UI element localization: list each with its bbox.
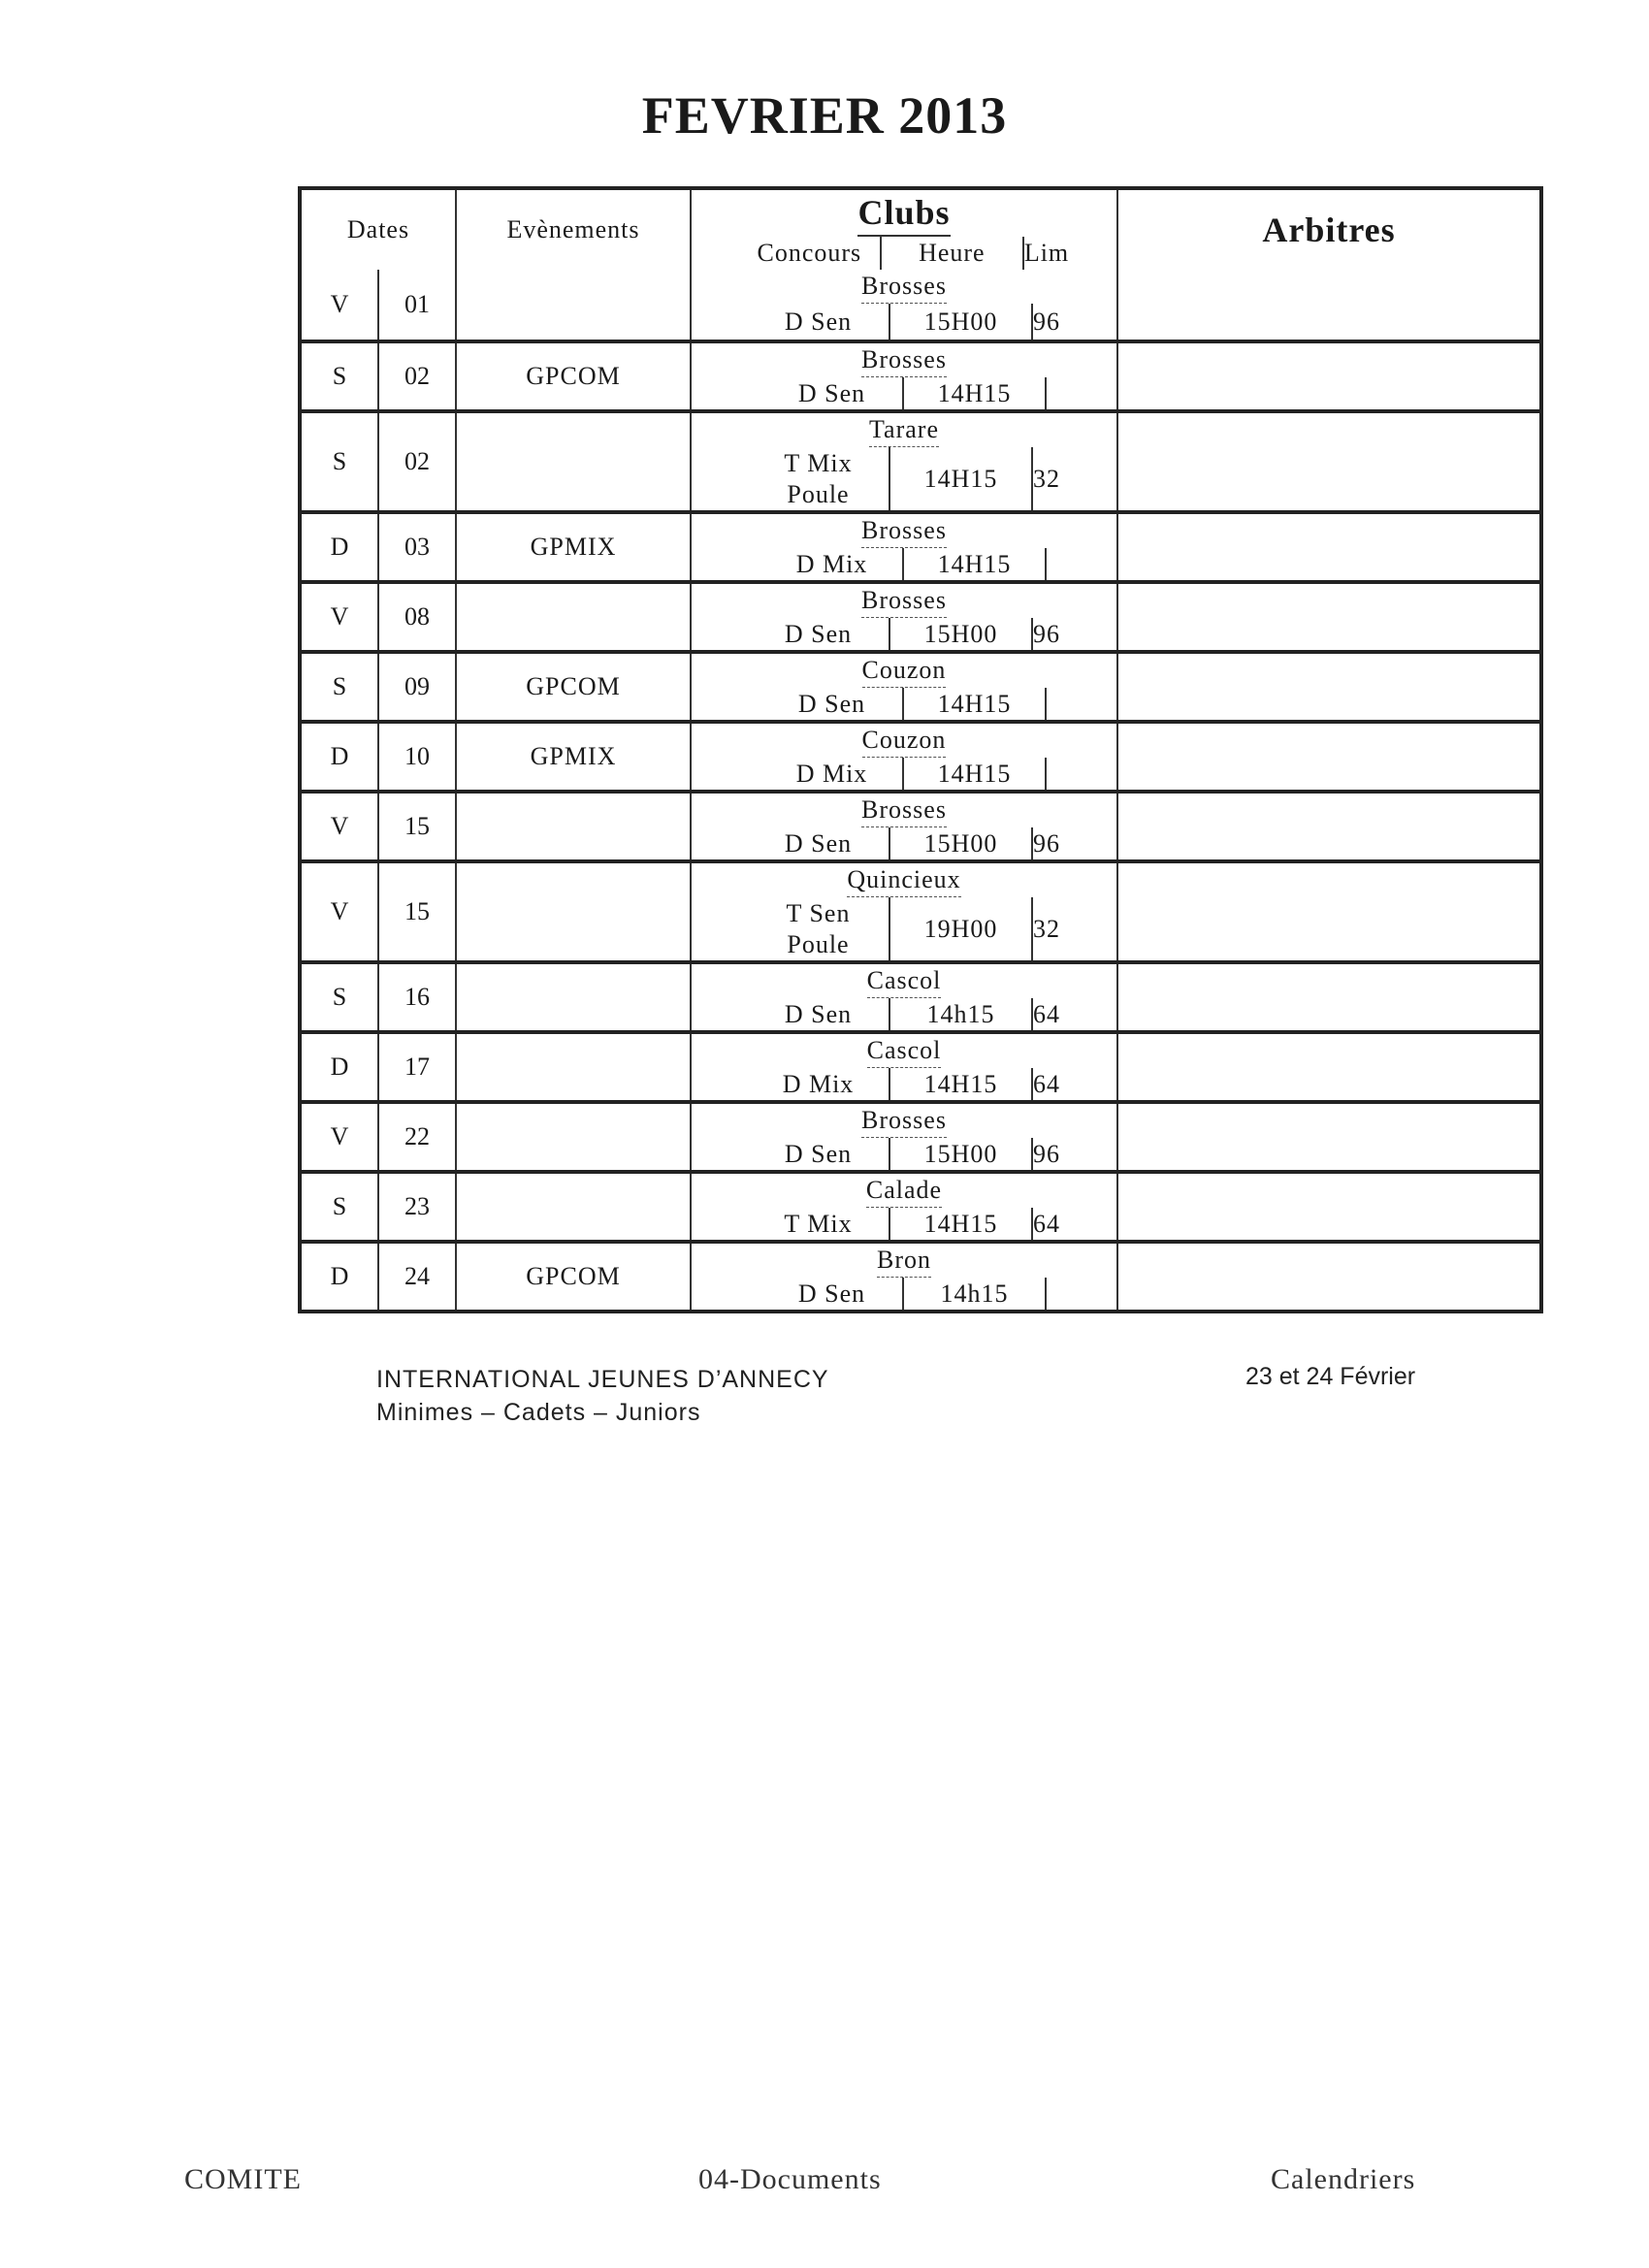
club-name: Brosses [861, 1104, 947, 1138]
note-dates: 23 et 24 Février [1245, 1363, 1416, 1390]
date-number-cell: 17 [379, 1034, 457, 1100]
date-number-cell: 24 [379, 1244, 457, 1310]
club-name: Brosses [861, 794, 947, 827]
event-cell [457, 413, 692, 510]
day-cell: S [302, 964, 379, 1030]
club-cell [692, 1174, 1118, 1240]
date-number-cell: 02 [379, 343, 457, 409]
event-cell: GPMIX [457, 724, 692, 790]
lim-cell: 96 [1033, 1139, 1060, 1168]
table-row [302, 580, 1539, 650]
heure-cell: 14H15 [904, 548, 1047, 580]
club-name: Brosses [861, 584, 947, 618]
day-cell: D [302, 724, 379, 790]
lim-cell: 64 [1033, 1209, 1060, 1238]
day-cell: D [302, 514, 379, 580]
table-row [302, 270, 1539, 340]
header-dates: Dates [302, 190, 457, 270]
schedule-table [298, 186, 1543, 1313]
club-name: Couzon [862, 654, 947, 688]
event-cell: GPCOM [457, 654, 692, 720]
arbitres-cell [1118, 514, 1539, 580]
header-clubs [692, 190, 1118, 270]
heure-cell: 14H15 [890, 1068, 1033, 1100]
table-row [302, 650, 1539, 720]
concours-cell: D Sen [748, 1138, 890, 1170]
concours-cell: D Sen [748, 618, 890, 650]
club-cell [692, 654, 1118, 720]
date-number-cell: 16 [379, 964, 457, 1030]
club-cell [692, 584, 1118, 650]
club-name: Cascol [867, 1034, 942, 1068]
header-heure: Heure [882, 237, 1024, 270]
header-concours: Concours [739, 237, 882, 270]
table-row [302, 510, 1539, 580]
heure-cell: 19H00 [890, 897, 1033, 960]
arbitres-cell [1118, 1104, 1539, 1170]
table-row [302, 720, 1539, 790]
club-name: Bron [877, 1244, 931, 1278]
event-cell: GPCOM [457, 343, 692, 409]
event-cell: GPCOM [457, 1244, 692, 1310]
concours-cell: D Sen [761, 377, 904, 409]
table-row [302, 1100, 1539, 1170]
heure-cell: 14H15 [890, 447, 1033, 510]
arbitres-cell [1118, 863, 1539, 960]
club-cell [692, 964, 1118, 1030]
table-row [302, 1170, 1539, 1240]
heure-cell: 14H15 [904, 377, 1047, 409]
heure-cell: 14H15 [904, 758, 1047, 790]
day-cell: V [302, 584, 379, 650]
arbitres-cell [1118, 1034, 1539, 1100]
club-cell [692, 794, 1118, 859]
club-cell [692, 1244, 1118, 1310]
club-cell [692, 413, 1118, 510]
heure-cell: 14h15 [890, 998, 1033, 1030]
club-cell [692, 863, 1118, 960]
club-cell [692, 343, 1118, 409]
date-number-cell: 01 [379, 270, 457, 340]
heure-cell: 15H00 [890, 618, 1033, 650]
table-row [302, 790, 1539, 859]
club-cell [692, 270, 1118, 340]
event-cell: GPMIX [457, 514, 692, 580]
event-cell [457, 863, 692, 960]
club-name: Calade [866, 1174, 942, 1208]
lim-cell: 64 [1033, 1069, 1060, 1098]
page-title: FEVRIER 2013 [641, 86, 1008, 145]
table-row [302, 859, 1539, 960]
concours-cell: D Mix [761, 548, 904, 580]
club-cell [692, 514, 1118, 580]
concours-cell: D Mix [761, 758, 904, 790]
lim-cell: 32 [1033, 914, 1060, 943]
arbitres-cell [1118, 654, 1539, 720]
club-cell [692, 1104, 1118, 1170]
date-number-cell: 09 [379, 654, 457, 720]
club-cell [692, 724, 1118, 790]
arbitres-cell [1118, 413, 1539, 510]
table-row [302, 1240, 1539, 1310]
heure-cell: 15H00 [890, 304, 1033, 340]
arbitres-cell [1118, 964, 1539, 1030]
footer-right: Calendriers [1271, 2163, 1416, 2195]
club-name: Couzon [862, 724, 947, 758]
day-cell: S [302, 654, 379, 720]
event-cell [457, 584, 692, 650]
day-cell: D [302, 1034, 379, 1100]
event-note [376, 1363, 829, 1429]
footer-left: COMITE [184, 2163, 302, 2195]
day-cell: D [302, 1244, 379, 1310]
event-cell [457, 270, 692, 340]
club-name: Brosses [861, 270, 947, 304]
lim-cell: 64 [1033, 999, 1060, 1028]
date-number-cell: 23 [379, 1174, 457, 1240]
table-row [302, 1030, 1539, 1100]
lim-cell: 32 [1033, 464, 1060, 493]
lim-cell: 96 [1033, 828, 1060, 858]
concours-cell: D Sen [748, 998, 890, 1030]
arbitres-cell [1118, 724, 1539, 790]
heure-cell: 14H15 [890, 1208, 1033, 1240]
event-cell [457, 1174, 692, 1240]
concours-cell: D Sen [748, 304, 890, 340]
event-cell [457, 964, 692, 1030]
concours-cell: T Mix [748, 1208, 890, 1240]
event-cell [457, 794, 692, 859]
note-line1: INTERNATIONAL JEUNES D’ANNECY [376, 1366, 829, 1393]
date-number-cell: 02 [379, 413, 457, 510]
arbitres-cell [1118, 1244, 1539, 1310]
date-number-cell: 03 [379, 514, 457, 580]
club-cell [692, 1034, 1118, 1100]
footer-middle: 04-Documents [698, 2163, 882, 2195]
day-cell: S [302, 1174, 379, 1240]
day-cell: V [302, 270, 379, 340]
arbitres-cell [1118, 270, 1539, 340]
header-evenements: Evènements [457, 190, 692, 270]
table-row [302, 340, 1539, 409]
concours-cell: T Sen Poule [748, 897, 890, 960]
heure-cell: 15H00 [890, 1138, 1033, 1170]
date-number-cell: 15 [379, 863, 457, 960]
lim-cell: 96 [1033, 307, 1060, 336]
date-number-cell: 10 [379, 724, 457, 790]
day-cell: S [302, 343, 379, 409]
note-line2: Minimes – Cadets – Juniors [376, 1399, 701, 1426]
date-number-cell: 22 [379, 1104, 457, 1170]
heure-cell: 14H15 [904, 688, 1047, 720]
table-body [302, 270, 1539, 1310]
event-cell [457, 1104, 692, 1170]
table-header [302, 190, 1539, 270]
arbitres-cell [1118, 794, 1539, 859]
day-cell: V [302, 794, 379, 859]
header-arbitres: Arbitres [1262, 211, 1396, 249]
concours-cell: D Sen [748, 827, 890, 859]
day-cell: V [302, 863, 379, 960]
header-lim: Lim [1023, 239, 1070, 267]
day-cell: V [302, 1104, 379, 1170]
club-name: Quincieux [847, 863, 960, 897]
table-row [302, 960, 1539, 1030]
lim-cell: 96 [1033, 619, 1060, 648]
club-name: Tarare [869, 413, 939, 447]
heure-cell: 15H00 [890, 827, 1033, 859]
club-name: Cascol [867, 964, 942, 998]
arbitres-cell [1118, 343, 1539, 409]
concours-cell: D Sen [761, 1278, 904, 1310]
club-name: Brosses [861, 514, 947, 548]
header-clubs-title: Clubs [857, 190, 950, 237]
event-cell [457, 1034, 692, 1100]
club-name: Brosses [861, 343, 947, 377]
date-number-cell: 08 [379, 584, 457, 650]
concours-cell: D Mix [748, 1068, 890, 1100]
concours-cell: D Sen [761, 688, 904, 720]
day-cell: S [302, 413, 379, 510]
table-row [302, 409, 1539, 510]
date-number-cell: 15 [379, 794, 457, 859]
arbitres-cell [1118, 584, 1539, 650]
heure-cell: 14h15 [904, 1278, 1047, 1310]
concours-cell: T Mix Poule [748, 447, 890, 510]
arbitres-cell [1118, 1174, 1539, 1240]
